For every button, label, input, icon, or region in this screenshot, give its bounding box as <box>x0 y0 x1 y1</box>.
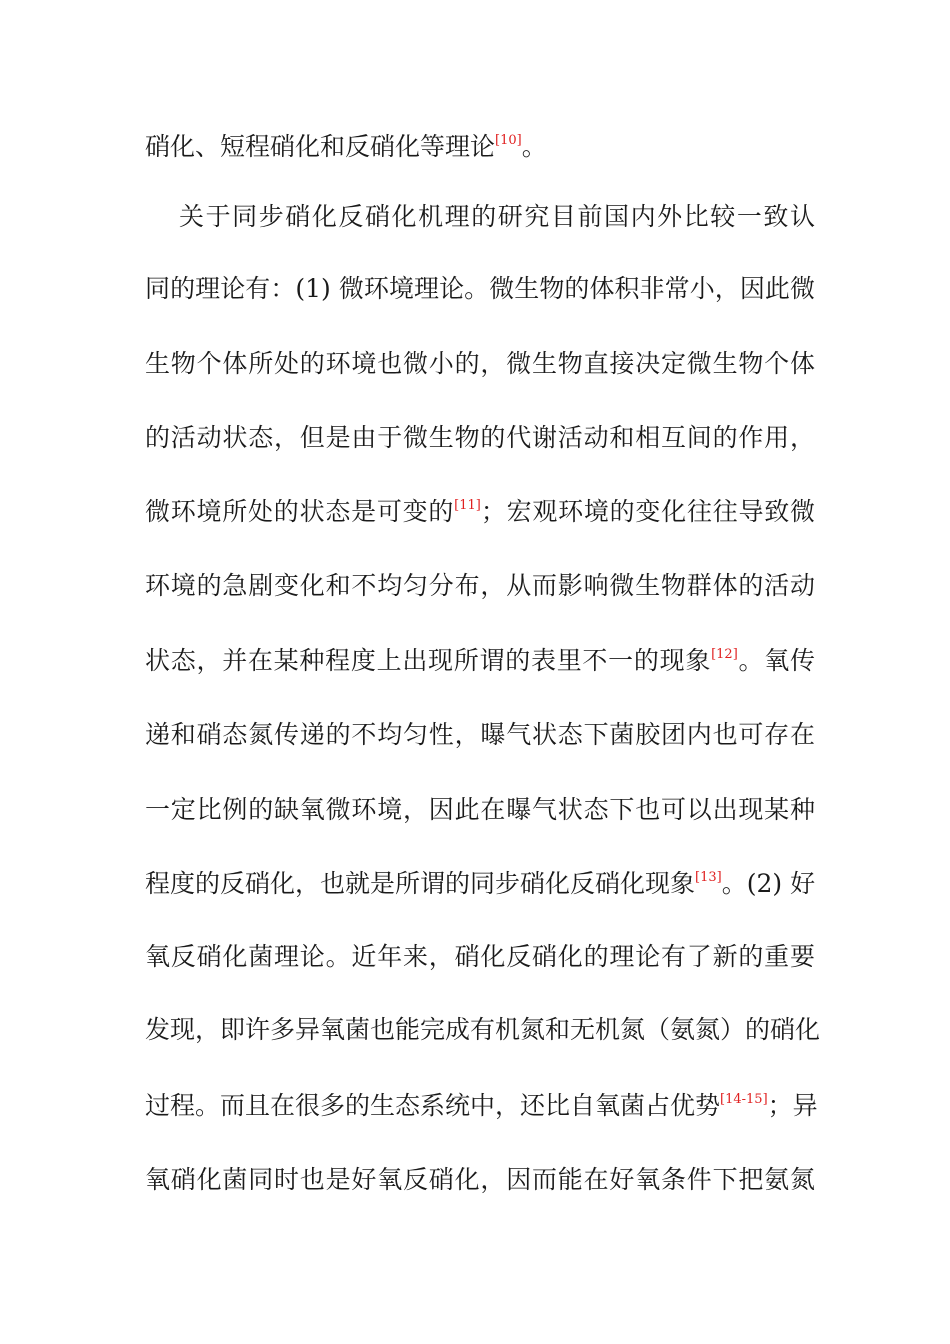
citation-reference: [14-15] <box>720 1092 768 1107</box>
text-segment: 同的理论有：(1) 微环境理论。微生物的体积非常小，因此微 <box>145 274 815 303</box>
text-segment: 。 <box>521 132 547 161</box>
text-segment: 氧硝化菌同时也是好氧反硝化，因而能在好氧条件下把氨氮 <box>145 1165 815 1194</box>
text-segment: 过程。而且在很多的生态系统中，还比自氧菌占优势 <box>145 1091 721 1120</box>
text-segment: 程度的反硝化，也就是所谓的同步硝化反硝化现象 <box>145 869 696 898</box>
text-segment: ；异 <box>767 1091 818 1120</box>
text-line <box>145 940 815 974</box>
citation-reference: [10] <box>495 133 522 148</box>
text-line <box>145 644 815 678</box>
citation-reference: [13] <box>695 870 722 885</box>
text-segment: 一定比例的缺氧微环境，因此在曝气状态下也可以出现某种 <box>145 795 815 824</box>
text-segment: 硝化、短程硝化和反硝化等理论 <box>145 132 496 161</box>
text-segment: 生物个体所处的环境也微小的，微生物直接决定微生物个体 <box>145 349 815 378</box>
text-line <box>145 1163 815 1197</box>
text-segment: ；宏观环境的变化往往导致微 <box>480 497 815 526</box>
text-line <box>145 421 815 455</box>
text-line <box>145 347 815 381</box>
text-segment: 递和硝态氮传递的不均匀性，曝气状态下菌胶团内也可存在 <box>145 720 815 749</box>
text-segment: 环境的急剧变化和不均匀分布，从而影响微生物群体的活动 <box>145 571 815 600</box>
text-segment: 氧反硝化菌理论。近年来，硝化反硝化的理论有了新的重要 <box>145 942 815 971</box>
text-line <box>145 867 815 901</box>
text-segment: 。(2) 好 <box>721 869 816 898</box>
text-line <box>145 272 815 306</box>
text-line <box>145 718 815 752</box>
text-segment: 的活动状态，但是由于微生物的代谢活动和相互间的作用， <box>145 423 815 452</box>
text-segment: 。氧传 <box>737 646 815 675</box>
text-segment: 状态，并在某种程度上出现所谓的表里不一的现象 <box>145 646 712 675</box>
text-line <box>145 793 815 827</box>
text-segment: 发现，即许多异氧菌也能完成有机氮和无机氮（氨氮）的硝化 <box>145 1015 821 1044</box>
text-segment: 关于同步硝化反硝化机理的研究目前国内外比较一致认 <box>179 202 815 231</box>
text-line <box>145 569 815 603</box>
citation-reference: [11] <box>454 498 481 513</box>
text-segment: 微环境所处的状态是可变的 <box>145 497 455 526</box>
citation-reference: [12] <box>711 647 738 662</box>
text-line <box>145 495 815 529</box>
text-line <box>145 1013 821 1047</box>
text-line <box>145 130 815 164</box>
text-line <box>179 200 815 234</box>
text-line <box>145 1089 818 1123</box>
